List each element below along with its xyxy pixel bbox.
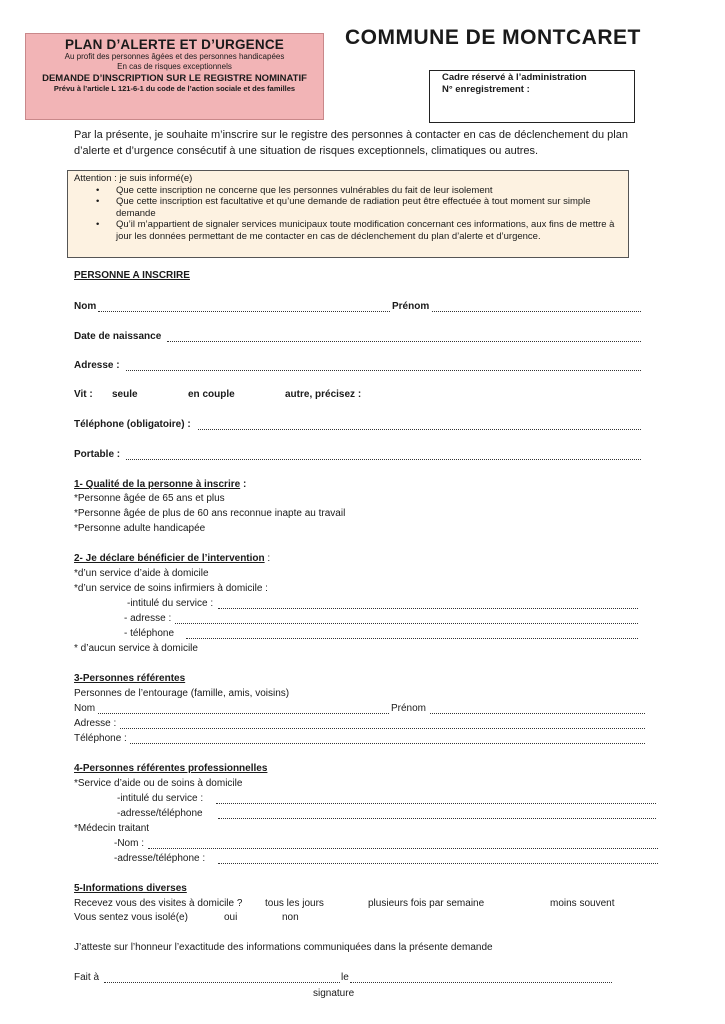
doctor-contact-label: -adresse/téléphone : — [114, 853, 206, 864]
service-phone-field[interactable] — [186, 638, 638, 639]
quality-option[interactable]: *Personne âgée de 65 ans et plus — [74, 493, 225, 504]
box-subtitle-1: Au profit des personnes âgées et des personnes handicapées — [64, 52, 285, 61]
signature-label: signature — [313, 988, 355, 999]
plan-alerte-box — [25, 33, 324, 120]
section-4-title: 4-Personnes référentes professionnelles — [74, 763, 268, 774]
birthdate-field[interactable] — [167, 341, 641, 342]
service-option[interactable]: *d’un service d’aide à domicile — [74, 568, 209, 579]
prenom-label: Prénom — [392, 301, 430, 312]
pro-service-name-label: -intitulé du service : — [117, 793, 204, 804]
section-1-colon: : — [240, 479, 247, 490]
pro-service-contact-label: -adresse/téléphone — [117, 808, 203, 819]
option-seule[interactable]: seule — [112, 389, 138, 400]
intro-paragraph: Par la présente, je souhaite m’inscrire sur le registre des personnes à contacter en cas de déclenchement du plan d’alerte et d’urgence consécutif à une situation de risques exceptionnels, climatiques ou autres. — [74, 129, 628, 157]
attention-title: Attention : je suis informé(e) — [74, 173, 193, 184]
attention-list — [74, 185, 622, 243]
fait-a-label: Fait à — [74, 972, 100, 983]
box-title: PLAN D’ALERTE ET D’URGENCE — [65, 37, 284, 52]
option-non[interactable]: non — [282, 912, 299, 923]
admin-label: Cadre réservé à l’administration — [442, 72, 587, 83]
prenom-field[interactable] — [432, 311, 641, 312]
section-2-colon: : — [264, 553, 271, 564]
doctor-option[interactable]: *Médecin traitant — [74, 823, 150, 834]
referent-nom-field[interactable] — [98, 713, 389, 714]
telephone-field[interactable] — [198, 429, 641, 430]
referent-phone-field[interactable] — [130, 743, 645, 744]
section-2-heading — [74, 553, 270, 564]
pro-service-name-field[interactable] — [216, 803, 656, 804]
service-name-label: -intitulé du service : — [127, 598, 214, 609]
service-option[interactable]: * d’aucun service à domicile — [74, 643, 198, 654]
date-field[interactable] — [350, 982, 612, 983]
doctor-name-label: -Nom : — [114, 838, 144, 849]
option-tous-les-jours[interactable]: tous les jours — [265, 898, 324, 909]
option-moins-souvent[interactable]: moins souvent — [550, 898, 615, 909]
referent-address-field[interactable] — [120, 728, 645, 729]
isolation-question: Vous sentez vous isolé(e) — [74, 912, 188, 923]
telephone-label: Téléphone (obligatoire) : — [74, 419, 191, 430]
birthdate-label: Date de naissance — [74, 331, 162, 342]
admin-box — [429, 70, 635, 123]
section-2-title: 2- Je déclare bénéficier de l’intervention — [74, 553, 265, 564]
service-address-field[interactable] — [175, 623, 638, 624]
referent-address-label: Adresse : — [74, 718, 117, 729]
visits-question: Recevez vous des visites à domicile ? — [74, 898, 243, 909]
referent-prenom-label: Prénom — [391, 703, 427, 714]
option-plusieurs-fois[interactable]: plusieurs fois par semaine — [368, 898, 485, 909]
attention-item: • Que cette inscription ne concerne que les personnes vulnérables du fait de leur isolement — [116, 185, 622, 197]
nom-field[interactable] — [98, 311, 390, 312]
option-oui[interactable]: oui — [224, 912, 238, 923]
registration-number-label: N° enregistrement : — [442, 84, 530, 95]
box-subtitle-3: DEMANDE D’INSCRIPTION SUR LE REGISTRE NOMINATIF — [42, 73, 307, 84]
address-label: Adresse : — [74, 360, 120, 371]
portable-field[interactable] — [126, 459, 641, 460]
section-3-subtitle: Personnes de l’entourage (famille, amis, voisins) — [74, 688, 290, 699]
portable-label: Portable : — [74, 449, 121, 460]
nom-label: Nom — [74, 301, 97, 312]
doctor-name-field[interactable] — [148, 848, 658, 849]
box-subtitle-2: En cas de risques exceptionnels — [117, 62, 232, 71]
attention-item: • Que cette inscription est facultative et qu’une demande de radiation peut être effectuée à tout moment sur simple demande — [116, 196, 622, 219]
attention-box — [67, 170, 629, 258]
service-name-field[interactable] — [218, 608, 638, 609]
vit-label: Vit : — [74, 389, 93, 400]
quality-option[interactable]: *Personne âgée de plus de 60 ans reconnue inapte au travail — [74, 508, 346, 519]
option-couple[interactable]: en couple — [188, 389, 235, 400]
section-5-title: 5-Informations diverses — [74, 883, 187, 894]
commune-title: COMMUNE DE MONTCARET — [345, 26, 641, 49]
person-section-title: PERSONNE A INSCRIRE — [74, 270, 190, 281]
fait-a-field[interactable] — [104, 982, 340, 983]
referent-phone-label: Téléphone : — [74, 733, 127, 744]
address-field[interactable] — [126, 370, 641, 371]
date-label: le — [341, 972, 349, 983]
quality-option[interactable]: *Personne adulte handicapée — [74, 523, 206, 534]
section-1-title: 1- Qualité de la personne à inscrire — [74, 479, 241, 490]
referent-nom-label: Nom — [74, 703, 96, 714]
service-phone-label: - téléphone — [124, 628, 175, 639]
service-option[interactable]: *d’un service de soins infirmiers à domicile : — [74, 583, 268, 594]
option-autre[interactable]: autre, précisez : — [285, 389, 362, 400]
box-subtitle-4: Prévu à l’article L 121-6-1 du code de l’action sociale et des familles — [53, 84, 296, 93]
section-1-heading — [74, 479, 246, 490]
attestation-text: J’atteste sur l’honneur l’exactitude des informations communiquées dans la présente demande — [74, 942, 493, 953]
pro-service-option[interactable]: *Service d’aide ou de soins à domicile — [74, 778, 243, 789]
section-3-title: 3-Personnes référentes — [74, 673, 186, 684]
attention-item: • Qu’il m’appartient de signaler services municipaux toute modification concernant ces informations, aux fins de mettre à jour les données permettant de me contacter en cas de déclenchement du plan d’alerte et d’urgence. — [116, 219, 622, 242]
referent-prenom-field[interactable] — [430, 713, 645, 714]
pro-service-contact-field[interactable] — [218, 818, 656, 819]
doctor-contact-field[interactable] — [218, 863, 658, 864]
service-address-label: - adresse : — [124, 613, 172, 624]
